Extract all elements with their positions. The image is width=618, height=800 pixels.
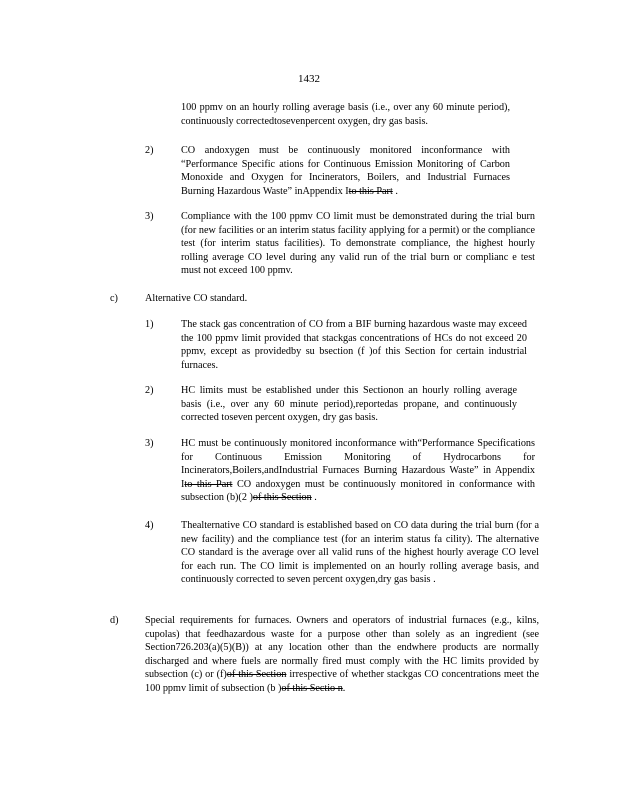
paragraph-text-end: .	[311, 492, 317, 504]
paragraph-text: The stack gas concentration of CO from a BIF burning hazardous waste may exceed the 100 ppmv limit provided that stackgas concentrations of HCs do not exceed 20 ppmv, except as providedby su bsection (f )of this Section for certain industrial furnaces.	[181, 319, 527, 371]
paragraph-text: CO andoxygen must be continuously monitored in conformance with subsection (b)(2 )	[181, 478, 535, 504]
paragraph-text-end: .	[392, 185, 398, 197]
item-label-c3: 3)	[145, 438, 154, 449]
paragraph-c4	[181, 519, 539, 587]
struck-text: to this Part	[348, 185, 393, 197]
item-label-c4: 4)	[145, 520, 154, 531]
paragraph-c1	[181, 318, 527, 372]
paragraph-text-end: .	[342, 682, 346, 694]
paragraph-c3	[181, 437, 535, 505]
struck-text: of this Sectio n	[281, 682, 343, 694]
paragraph-text: Compliance with the 100 ppmv CO limit must be demonstrated during the trial burn (for new facilities or an interim status facility applying for a permit) or the compliance test (for interim status facilities). To demonstrate compliance, the highest hourly rolling average CO level during any valid run of the trial burn or complianc e test must not exceed 100 ppmv.	[181, 211, 535, 277]
paragraph-text: Special requirements for furnaces. Owners and operators of industrial furnaces (e.g., kilns, cupolas) that feedhazardous waste for a purpose other than solely as an ingredient (see Section726.203(a)(5)(B)) at any location other than the endwhere products are normally discharged and where fuels are normally fired must comply with the HC limits provided by subsection (c) or (f)	[145, 615, 539, 681]
item-label-b2: 2)	[145, 145, 154, 156]
paragraph-text: HC must be continuously monitored inconformance with“Performance Specifications for Continuous Emission Monitoring of Hydrocarbons for Incinerators,Boilers,andIndustrial Furnaces Burning Hazardous Waste” in Appendix I	[181, 438, 535, 490]
section-heading-c: Alternative CO standard.	[145, 293, 248, 304]
paragraph-text: Thealternative CO standard is established based on CO data during the trial burn (for a new facility) and the compliance test (for an interim status fa cility). The alternative CO standard is the average over all valid runs of the highest hourly average CO level for each run. The CO limit is implemented on an hourly rolling average basis, and continuously corrected to seven percent oxygen,dry gas basis .	[181, 520, 539, 586]
paragraph-text: HC limits must be established under this Sectionon an hourly rolling average basis (i.e., over any 60 minute period),reportedas propane, and continuously corrected toseven percent oxygen, dry gas basis.	[181, 385, 517, 424]
item-label-b3: 3)	[145, 211, 154, 222]
paragraph-intro	[181, 101, 510, 128]
paragraph-d	[145, 614, 539, 696]
paragraph-text: irrespective of whether stackgas CO concentrations meet the 100 ppmv limit of subsection (b )	[145, 669, 540, 694]
paragraph-b2	[181, 144, 510, 198]
struck-text: of this Section	[252, 492, 312, 504]
page-number: 1432	[298, 73, 320, 85]
paragraph-c2	[181, 384, 517, 425]
section-label-d: d)	[110, 615, 119, 626]
paragraph-b3	[181, 210, 535, 278]
paragraph-text: CO andoxygen must be continuously monitored inconformance with “Performance Specific ations for Continuous Emission Monitoring of Carbon Monoxide and Oxygen for Incinerators, Boilers, and Industrial Furnaces Burning Hazardous Waste” inAppendix I	[181, 145, 510, 197]
item-label-c2: 2)	[145, 385, 154, 396]
item-label-c1: 1)	[145, 319, 154, 330]
struck-text: to this Part	[184, 478, 233, 490]
section-label-c: c)	[110, 293, 118, 304]
struck-text: of this Section	[226, 669, 287, 681]
paragraph-text: 100 ppmv on an hourly rolling average basis (i.e., over any 60 minute period), continuously correctedtosevenpercent oxygen, dry gas basis.	[181, 102, 510, 127]
